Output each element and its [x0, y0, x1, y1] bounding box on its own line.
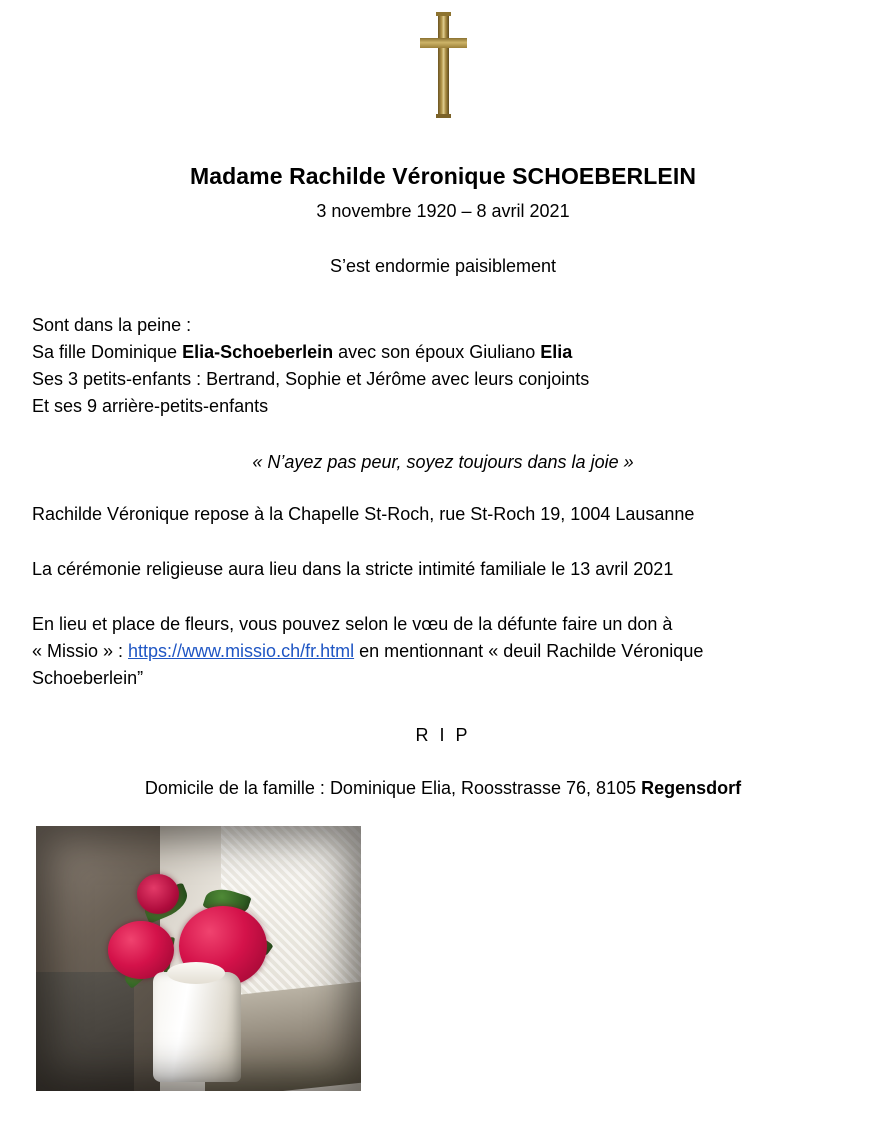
donation-line-1: En lieu et place de fleurs, vous pouvez selon le vœu de la défunte faire un don à [32, 614, 673, 634]
daughter-text-pre: Sa fille Dominique [32, 342, 183, 362]
mourners-great-grandchildren: Et ses 9 arrière-petits-enfants [32, 396, 269, 416]
missio-link[interactable]: https://www.missio.ch/fr.html [128, 641, 355, 661]
family-address-text: Domicile de la famille : Dominique Elia, Roosstrasse 76, 8105 [144, 778, 642, 798]
life-dates: 3 novembre 1920 – 8 avril 2021 [316, 201, 570, 221]
latin-cross-icon [415, 12, 471, 118]
cross-horizontal-bar [420, 38, 467, 48]
cross-container [0, 0, 886, 118]
cross-bottom-cap [436, 114, 451, 118]
photo-rose [108, 921, 174, 979]
mourners-block [0, 312, 886, 420]
photo-vase [153, 972, 241, 1082]
daughter-surname: Elia-Schoeberlein [182, 342, 334, 362]
mourners-grandchildren: Ses 3 petits-enfants : Bertrand, Sophie et Jérôme avec leurs conjoints [32, 369, 590, 389]
deceased-name: Madame Rachilde Véronique SCHOEBERLEIN [189, 163, 697, 189]
roses-in-vase-photo [36, 826, 361, 1091]
ceremony-text: La cérémonie religieuse aura lieu dans la stricte intimité familiale le 13 avril 2021 [32, 559, 674, 579]
son-in-law-surname: Elia [540, 342, 573, 362]
mourners-daughter [32, 339, 886, 366]
memorial-quote: « N’ayez pas peur, soyez toujours dans la joie » [252, 452, 634, 472]
donation-line-2-pre: « Missio » : [32, 641, 129, 661]
cross-top-cap [436, 12, 451, 16]
cross-vertical-bar [438, 12, 449, 118]
mourners-intro: Sont dans la peine : [32, 315, 192, 335]
photo-container [0, 826, 886, 1091]
donation-block [0, 611, 886, 692]
photo-foreground-stone [36, 972, 134, 1091]
resting-place-text: Rachilde Véronique repose à la Chapelle St-Roch, rue St-Roch 19, 1004 Lausanne [32, 504, 695, 524]
rip-text: R I P [415, 725, 471, 745]
passing-note: S’est endormie paisiblement [329, 256, 557, 276]
photo-rose [137, 874, 179, 914]
donation-line-3: Schoeberlein” [32, 668, 144, 688]
family-address-city: Regensdorf [641, 778, 742, 798]
donation-line-2-post: en mentionnant « deuil Rachilde Véronique [354, 641, 704, 661]
family-address [0, 778, 886, 799]
daughter-text-mid: avec son époux Giuliano [333, 342, 541, 362]
